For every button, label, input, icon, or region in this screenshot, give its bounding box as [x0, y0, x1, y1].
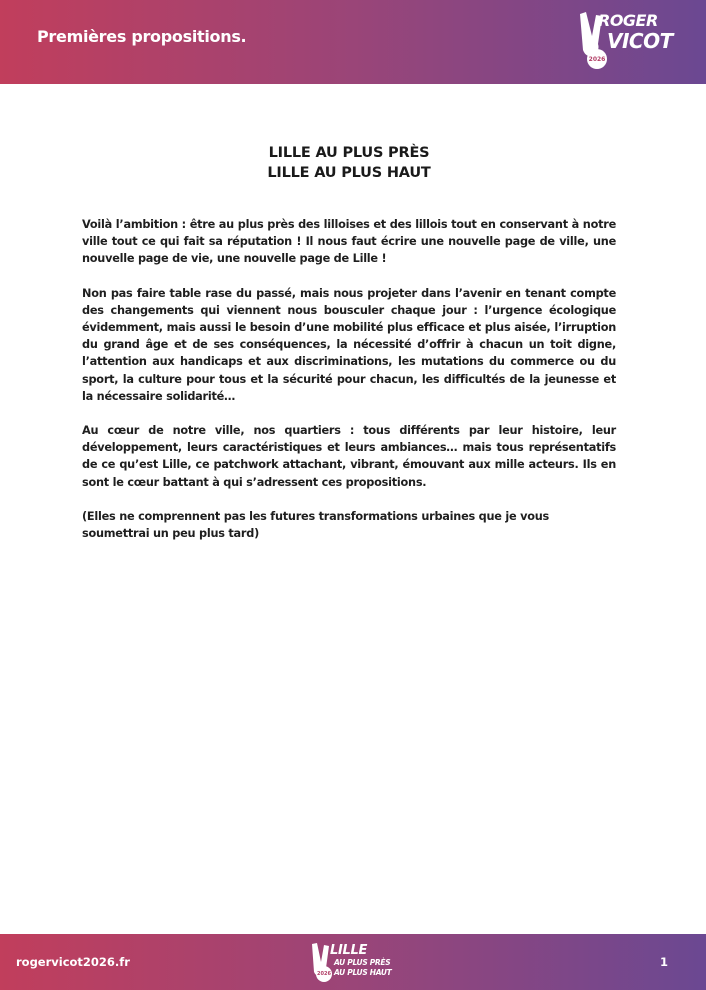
document-body [82, 216, 616, 559]
header-title: Premières propositions. [37, 27, 247, 46]
logo-line2: VICOT [607, 29, 673, 53]
logo-year-badge: 2026 [587, 49, 607, 69]
paragraph-3: Au cœur de notre ville, nos quartiers : tous différents par leur histoire, leur développement, leurs caractéristiques et leurs ambiances… mais tous représentatifs de ce qu’est Lille, ce patchwork attachant, vibrant, émouvant aux mille acteurs. Ils en sont le cœur battant à qui s’adressent ces propositions. [82, 424, 616, 489]
paragraph-4: (Elles ne comprennent pas les futures transformations urbaines que je vous soumettrai un peu plus tard) [82, 509, 549, 541]
footer-logo-line3: AU PLUS HAUT [334, 968, 392, 977]
footer-logo-line1: LILLE [330, 943, 368, 958]
footer-logo-year-badge: 2026 [316, 966, 332, 982]
document-title-line1: LILLE AU PLUS PRÈS [268, 145, 430, 161]
footer-logo-line2: AU PLUS PRÈS [334, 958, 391, 967]
page-number: 1 [660, 955, 669, 969]
paragraph-1: Voilà l’ambition : être au plus près des lilloises et des lillois tout en conservant à notre ville tout ce qui fait sa réputation ! Il nous faut écrire une nouvelle page de ville, une nouvelle page de vie, une nouvelle page de Lille ! [82, 218, 616, 266]
website-link[interactable]: rogervicot2026.fr [16, 955, 130, 969]
page-header [0, 0, 706, 84]
roger-vicot-logo [578, 10, 673, 70]
logo-line1: ROGER [598, 11, 658, 30]
page-footer [0, 934, 706, 990]
document-title [0, 143, 698, 183]
document-title-line2: LILLE AU PLUS HAUT [267, 165, 431, 181]
lille-campaign-logo [310, 942, 394, 986]
paragraph-2: Non pas faire table rase du passé, mais nous projeter dans l’avenir en tenant compte des changements qui viennent nous bousculer chaque jour : l’urgence écologique évidemment, mais aussi le besoin d’une mobilité plus efficace et plus aisée, l’irruption du grand âge et de ses conséquences, la nécessité d’offrir à chacun un toit digne, l’attention aux handicaps et aux discriminations, les mutations du commerce ou du sport, la culture pour tous et la sécurité pour chacun, les difficultés de la jeunesse et la nécessaire solidarité… [82, 286, 616, 403]
